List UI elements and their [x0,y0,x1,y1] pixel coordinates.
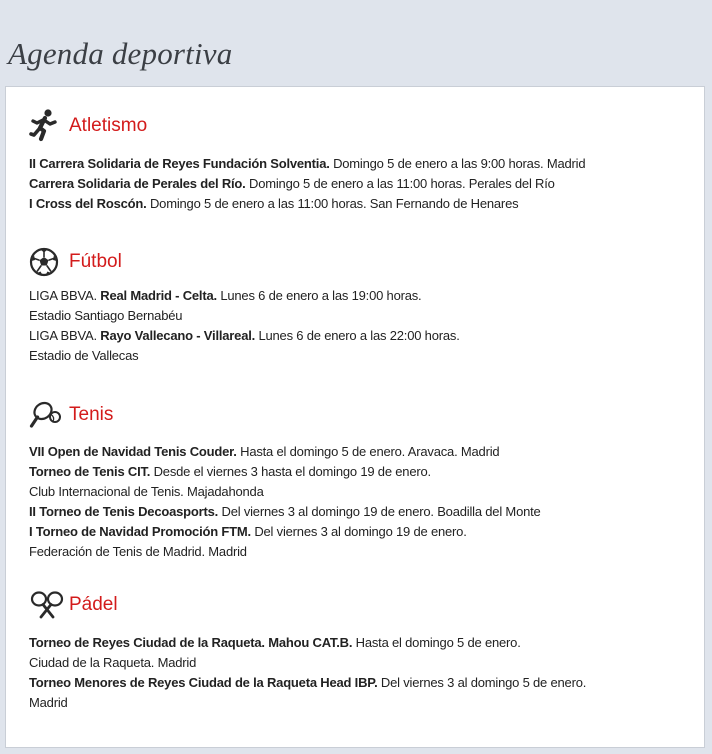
section-header [29,585,694,625]
section-header [29,106,694,146]
event-line: II Torneo de Tenis Decoasports. Del viernes 3 al domingo 19 de enero. Boadilla del Monte [29,504,541,519]
agenda-panel [5,86,705,748]
event-line: I Torneo de Navidad Promoción FTM. Del viernes 3 al domingo 19 de enero. [29,524,467,539]
event-line: Federación de Tenis de Madrid. Madrid [29,544,247,559]
event-line: Club Internacional de Tenis. Majadahonda [29,484,264,499]
event-line: Torneo de Reyes Ciudad de la Raqueta. Mahou CAT.B. Hasta el domingo 5 de enero. [29,635,521,650]
section-header [29,242,694,282]
section-title: Pádel [69,594,118,615]
event-list [29,442,694,562]
event-line: Carrera Solidaria de Perales del Río. Domingo 5 de enero a las 11:00 horas. Perales del Río [29,176,555,191]
event-list [29,286,694,366]
section-tenis [29,395,694,562]
event-line: I Cross del Roscón. Domingo 5 de enero a las 11:00 horas. San Fernando de Henares [29,196,519,211]
padel-rackets-icon [29,587,65,623]
section-header [29,395,694,435]
section-futbol [29,242,694,366]
event-line: Torneo de Tenis CIT. Desde el viernes 3 hasta el domingo 19 de enero. [29,464,431,479]
event-line: VII Open de Navidad Tenis Couder. Hasta el domingo 5 de enero. Aravaca. Madrid [29,444,500,459]
page-title: Agenda deportiva [8,36,233,71]
event-list [29,633,694,713]
event-line: Ciudad de la Raqueta. Madrid [29,655,197,670]
event-line: Estadio de Vallecas [29,348,139,363]
soccer-ball-icon [29,244,65,280]
section-atletismo [29,106,694,214]
tennis-racket-icon [29,397,65,433]
runner-icon [29,108,65,144]
section-title: Fútbol [69,251,122,272]
event-line: Estadio Santiago Bernabéu [29,308,183,323]
event-line: II Carrera Solidaria de Reyes Fundación Solventia. Domingo 5 de enero a las 9:00 horas. Madrid [29,156,586,171]
section-title: Tenis [69,404,114,425]
event-line: Torneo Menores de Reyes Ciudad de la Raqueta Head IBP. Del viernes 3 al domingo 5 de enero. [29,675,587,690]
event-line: Madrid [29,695,68,710]
section-title: Atletismo [69,115,148,136]
event-line: LIGA BBVA. Rayo Vallecano - Villareal. Lunes 6 de enero a las 22:00 horas. [29,328,460,343]
event-line: LIGA BBVA. Real Madrid - Celta. Lunes 6 de enero a las 19:00 horas. [29,288,422,303]
event-list [29,154,694,214]
section-padel [29,585,694,713]
